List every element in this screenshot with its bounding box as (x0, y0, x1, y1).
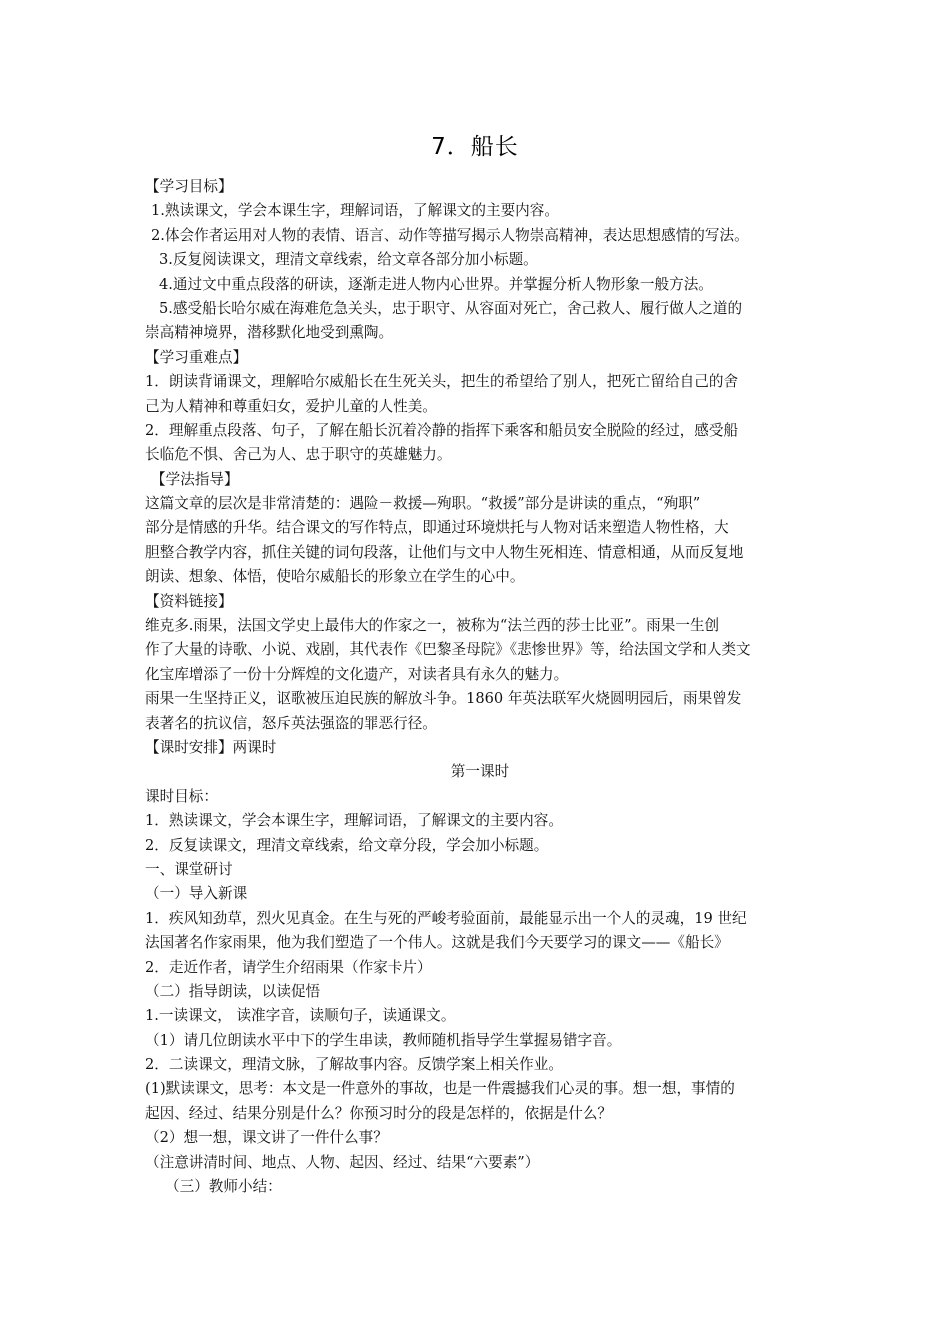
body-line: 胆整合教学内容，抓住关键的词句段落，让他们与文中人物生死相连、情意相通，从而反复地 (145, 543, 744, 561)
body-line: 表著名的抗议信，怒斥英法强盗的罪恶行径。 (145, 714, 437, 732)
body-line: 1.熟读课文，学会本课生字，理解词语，了解课文的主要内容。 (151, 202, 559, 220)
body-line: 起因、经过、结果分别是什么？你预习时分的段是怎样的，依据是什么？ (145, 1104, 613, 1122)
section-heading-method: 【学法指导】 (151, 470, 239, 488)
body-line: （2）想一想，课文讲了一件什么事？ (145, 1129, 388, 1147)
body-line: 己为人精神和尊重妇女，爱护儿童的人性美。 (145, 397, 437, 415)
body-line: 化宝库增添了一份十分辉煌的文化遗产，对读者具有永久的魅力。 (145, 665, 569, 683)
body-line: 雨果一生坚持正义，讴歌被压迫民族的解放斗争。1860 年英法联军火烧圆明园后，雨果曾发 (145, 690, 742, 708)
body-line: 朗读、想象、体悟，使哈尔威船长的形象立在学生的心中。 (145, 568, 525, 586)
document-title: 7．船长 (431, 134, 519, 160)
body-line: 3.反复阅读课文，理清文章线索，给文章各部分加小标题。 (159, 251, 538, 269)
body-line: 1．疾风知劲草，烈火见真金。在生与死的严峻考验面前，最能显示出一个人的灵魂，19 世纪 (145, 909, 747, 927)
body-line: 4.通过文中重点段落的研读，逐渐走进人物内心世界。并掌握分析人物形象一般方法。 (159, 275, 713, 293)
lesson-heading: 第一课时 (450, 763, 510, 781)
body-line: 崇高精神境界，潜移默化地受到熏陶。 (145, 324, 394, 342)
body-line: 作了大量的诗歌、小说、戏剧，其代表作《巴黎圣母院》《悲惨世界》等，给法国文学和人类文 (145, 641, 751, 659)
body-line: 1．朗读背诵课文，理解哈尔威船长在生死关头，把生的希望给了别人，把死亡留给自己的舍 (145, 373, 739, 391)
body-line: 课时目标： (145, 787, 218, 805)
section-heading-resources: 【资料链接】 (145, 592, 233, 610)
body-line: 长临危不惧、舍己为人、忠于职守的英雄魅力。 (145, 446, 452, 464)
section-heading-key-points: 【学习重难点】 (145, 348, 248, 366)
body-line: （注意讲清时间、地点、人物、起因、经过、结果“六要素”） (145, 1153, 540, 1171)
body-line: (1)默读课文，思考：本文是一件意外的事故，也是一件震撼我们心灵的事。想一想，事情的 (145, 1080, 735, 1098)
body-line: 部分是情感的升华。结合课文的写作特点，即通过环境烘托与人物对话来塑造人物性格，大 (145, 519, 729, 537)
body-line: 1.一读课文， 读准字音，读顺句子，读通课文。 (145, 1007, 456, 1025)
body-line: （二）指导朗读，以读促悟 (145, 982, 321, 1000)
body-line: （1）请几位朗读水平中下的学生串读，教师随机指导学生掌握易错字音。 (145, 1031, 622, 1049)
body-line: 1．熟读课文，学会本课生字，理解词语，了解课文的主要内容。 (145, 812, 563, 830)
section-heading-objectives: 【学习目标】 (145, 178, 233, 195)
body-line: 2．理解重点段落、句子，了解在船长沉着冷静的指挥下乘客和船员安全脱险的经过，感受船 (145, 421, 739, 439)
body-line: 维克多.雨果，法国文学史上最伟大的作家之一，被称为“法兰西的莎士比亚”。雨果一生创 (145, 617, 720, 635)
body-line: 2．反复读课文，理清文章线索，给文章分段，学会加小标题。 (145, 836, 549, 854)
body-line: （一）导入新课 (145, 885, 248, 903)
body-line: 这篇文章的层次是非常清楚的：遇险－救援—殉职。“救援”部分是讲读的重点，“殉职” (145, 495, 701, 513)
section-heading-schedule: 【课时安排】两课时 (145, 738, 277, 756)
body-line: 2．走近作者，请学生介绍雨果（作家卡片） (145, 958, 432, 976)
body-line: 一、课堂研讨 (145, 860, 233, 878)
body-line: 5.感受船长哈尔威在海难危急关头，忠于职守、从容面对死亡，舍己救人、履行做人之道的 (159, 299, 743, 317)
body-line: （三）教师小结： (165, 1178, 282, 1196)
body-line: 2.体会作者运用对人物的表情、语言、动作等描写揭示人物崇高精神，表达思想感情的写法。 (151, 226, 749, 244)
document-body (145, 175, 815, 1199)
body-line: 法国著名作家雨果，他为我们塑造了一个伟人。这就是我们今天要学习的课文——《船长》 (145, 934, 729, 952)
body-line: 2．二读课文，理清文脉，了解故事内容。反馈学案上相关作业。 (145, 1056, 563, 1074)
